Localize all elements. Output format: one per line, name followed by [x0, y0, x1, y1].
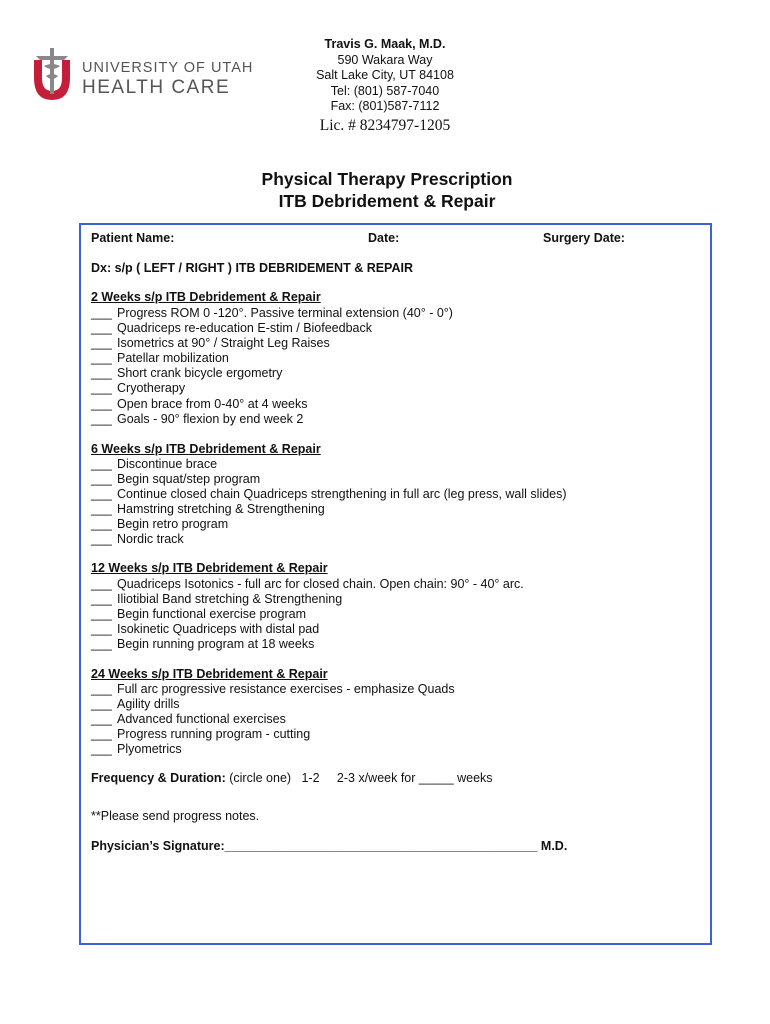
item-blank: ___	[91, 412, 112, 426]
checklist-item	[91, 592, 342, 606]
item-blank: ___	[91, 472, 112, 486]
item-blank: ___	[91, 532, 112, 546]
item-blank: ___	[91, 622, 112, 636]
item-text: Quadriceps re-education E-stim / Biofeedback	[117, 321, 372, 335]
item-text: Isometrics at 90° / Straight Leg Raises	[117, 336, 330, 350]
fax: Fax: (801)587-7112	[330, 99, 440, 113]
item-text: Advanced functional exercises	[117, 712, 286, 726]
item-text: Full arc progressive resistance exercises - emphasize Quads	[117, 682, 455, 696]
checklist-item	[91, 397, 308, 411]
item-blank: ___	[91, 502, 112, 516]
address-line1: 590 Wakara Way	[337, 52, 433, 67]
checklist-item	[91, 682, 455, 696]
item-text: Hamstring stretching & Strengthening	[117, 502, 325, 516]
title-line1: Physical Therapy Prescription	[261, 169, 513, 189]
item-text: Agility drills	[117, 697, 180, 711]
checklist-item	[91, 637, 314, 651]
item-text: Continue closed chain Quadriceps strengthening in full arc (leg press, wall slides)	[117, 487, 567, 501]
checklist-item	[91, 457, 217, 471]
item-text: Open brace from 0-40° at 4 weeks	[117, 397, 308, 411]
frequency-label: Frequency & Duration:	[91, 771, 226, 785]
item-text: Begin running program at 18 weeks	[117, 637, 315, 651]
item-text: Begin retro program	[117, 517, 229, 531]
item-text: Iliotibial Band stretching & Strengthening	[117, 592, 343, 606]
checklist-item	[91, 412, 303, 426]
caduceus-logo-icon	[28, 44, 76, 104]
checklist-item	[91, 381, 185, 395]
checklist-item	[91, 336, 330, 350]
checklist-item	[91, 366, 282, 380]
item-blank: ___	[91, 517, 112, 531]
item-text: Discontinue brace	[117, 457, 218, 471]
surgery-date-label: Surgery Date:	[543, 231, 625, 245]
item-blank: ___	[91, 321, 112, 335]
checklist-item	[91, 487, 567, 501]
item-text: Progress ROM 0 -120°. Passive terminal extension (40° - 0°)	[117, 306, 453, 320]
prescription-form	[79, 223, 712, 945]
physician-signature	[91, 839, 567, 853]
item-text: Quadriceps Isotonics - full arc for closed chain. Open chain: 90° - 40° arc.	[117, 577, 524, 591]
logo-text-line2: HEALTH CARE	[82, 77, 231, 98]
checklist-item	[91, 502, 325, 516]
item-blank: ___	[91, 397, 112, 411]
item-text: Isokinetic Quadriceps with distal pad	[117, 622, 320, 636]
checklist-item	[91, 306, 453, 320]
license-number: Lic. # 8234797-1205	[319, 116, 451, 134]
item-blank: ___	[91, 592, 112, 606]
title-line2: ITB Debridement & Repair	[278, 191, 496, 211]
item-blank: ___	[91, 487, 112, 501]
diagnosis: Dx: s/p ( LEFT / RIGHT ) ITB DEBRIDEMENT & REPAIR	[91, 261, 413, 275]
checklist-item	[91, 532, 184, 546]
item-blank: ___	[91, 697, 112, 711]
item-blank: ___	[91, 682, 112, 696]
checklist-item	[91, 697, 180, 711]
item-blank: ___	[91, 336, 112, 350]
item-text: Begin squat/step program	[117, 472, 261, 486]
item-blank: ___	[91, 381, 112, 395]
item-text: Cryotherapy	[117, 381, 186, 395]
section-heading: 2 Weeks s/p ITB Debridement & Repair	[91, 290, 321, 304]
frequency-duration	[91, 771, 493, 785]
section-heading: 12 Weeks s/p ITB Debridement & Repair	[91, 561, 328, 575]
section-heading: 6 Weeks s/p ITB Debridement & Repair	[91, 442, 321, 456]
checklist-item	[91, 727, 310, 741]
item-text: Goals - 90° flexion by end week 2	[117, 412, 304, 426]
section-heading: 24 Weeks s/p ITB Debridement & Repair	[91, 667, 328, 681]
item-blank: ___	[91, 637, 112, 651]
item-blank: ___	[91, 727, 112, 741]
item-blank: ___	[91, 607, 112, 621]
signature-label: Physician’s Signature:	[91, 839, 225, 853]
physician-header	[290, 37, 480, 133]
item-blank: ___	[91, 742, 112, 756]
item-blank: ___	[91, 306, 112, 320]
item-text: Begin functional exercise program	[117, 607, 306, 621]
item-blank: ___	[91, 577, 112, 591]
checklist-item	[91, 472, 260, 486]
checklist-item	[91, 742, 182, 756]
item-text: Progress running program - cutting	[117, 727, 311, 741]
physician-name: Travis G. Maak, M.D.	[324, 37, 446, 51]
phone: Tel: (801) 587-7040	[330, 83, 440, 98]
checklist-item	[91, 622, 319, 636]
item-blank: ___	[91, 712, 112, 726]
date-label: Date:	[368, 231, 400, 245]
signature-line: _____________________________________________	[224, 839, 538, 853]
document-title	[200, 168, 574, 212]
checklist-item	[91, 351, 229, 365]
item-text: Patellar mobilization	[117, 351, 229, 365]
university-logo	[28, 44, 254, 104]
item-blank: ___	[91, 457, 112, 471]
progress-notes: **Please send progress notes.	[91, 809, 260, 823]
item-text: Short crank bicycle ergometry	[117, 366, 283, 380]
patient-name-label: Patient Name:	[91, 231, 175, 245]
address-line2: Salt Lake City, UT 84108	[316, 68, 454, 82]
checklist-item	[91, 517, 228, 531]
checklist-item	[91, 712, 286, 726]
checklist-item	[91, 321, 372, 335]
item-blank: ___	[91, 366, 112, 380]
checklist-item	[91, 607, 306, 621]
item-text: Plyometrics	[117, 742, 182, 756]
logo-text-line1: UNIVERSITY OF UTAH	[82, 60, 254, 76]
signature-suffix: M.D.	[537, 839, 568, 853]
item-text: Nordic track	[117, 532, 184, 546]
frequency-text: (circle one) 1-2 2-3 x/week for _____ weeks	[229, 771, 493, 785]
checklist-item	[91, 577, 524, 591]
item-blank: ___	[91, 351, 112, 365]
